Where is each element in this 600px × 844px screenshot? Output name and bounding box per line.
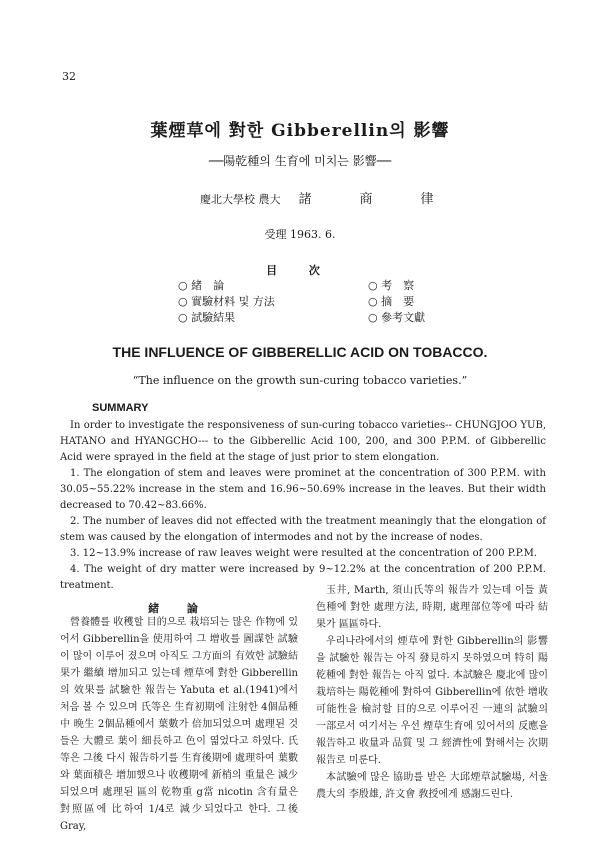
summary-item: 4. The weight of dry matter were increased by 9~12.2% at the concentration of 200 P.P.M. treatment.: [60, 564, 546, 591]
toc-left-column: [178, 278, 275, 326]
received-date: 受理 1963. 6.: [264, 228, 336, 241]
author-name-part: 商: [359, 192, 373, 207]
summary-item: 3. 12~13.9% increase of raw leaves weight were resulted at the concentration of 200 P.P.M.: [70, 548, 537, 559]
toc-heading: 目 次: [266, 264, 334, 277]
body-paragraph: 本試驗에 많은 協助를 받은 大邱煙草試驗場, 서울農大의 李殷雄, 許文會 敎授에게 感謝드린다.: [316, 772, 548, 800]
author-affiliation: 慶北大學校 農大: [200, 193, 281, 206]
toc-item: ○ 試驗結果: [178, 311, 236, 324]
paper-title: 葉煙草에 對한 Gibberellin의 影響: [150, 121, 450, 141]
toc-item: ○ 考 察: [368, 279, 415, 292]
author-name-part: 諸: [298, 192, 312, 207]
left-column-text: [60, 614, 298, 835]
author-line: [200, 188, 460, 207]
summary-item: 1. The elongation of stem and leaves were prominet at the concentration of 300 P.P.M. with 30.05~55.22% increase in the stem and 16.96~50.69% increase in the leaves. But their width decreased to 70.42~83.66%.: [60, 468, 546, 511]
english-title: THE INFLUENCE OF GIBBERELLIC ACID ON TOBACCO.: [112, 344, 488, 360]
toc-item: ○ 摘 要: [368, 295, 415, 308]
page-number: 32: [62, 70, 76, 83]
right-column-text: [316, 582, 548, 803]
author-name-part: 律: [420, 192, 434, 207]
paper-subtitle: ──陽乾種의 生育에 미치는 影響──: [208, 154, 392, 168]
toc-item: ○ 參考文獻: [368, 311, 426, 324]
summary-heading: SUMMARY: [92, 402, 149, 414]
section-heading-introduction: 緒 論: [148, 602, 210, 615]
body-paragraph: 우리나라에서의 煙草에 對한 Gibberellin의 影響을 試驗한 報告는 아직 發見하지 못하였으며 特히 陽乾種에 對한 報告는 아직 없다. 本試驗은 慶北에 많이 栽培하는 陽乾種에 對하여 Gibberellin에 依한 增收可能性을 檢討할 目的으로 이루어진 一連의 試驗의 一部로서 여기서는 우선 煙草生育에 있어서의 反應을 報告하고 收量과 品質 및 그 經濟性에 對해서는 次期報告로 미룬다.: [316, 636, 548, 766]
toc-right-column: [368, 278, 425, 326]
english-subtitle: “The influence on the growth sun-curing tobacco varieties.”: [132, 374, 468, 387]
summary-body: [60, 418, 546, 594]
summary-paragraph: In order to investigate the responsiveness of sun-curing tobacco varieties-- CHUNGJOO YUB, HATANO and HYANGCHO--- to the Gibberellic Acid 100, 200, and 300 P.P.M. of Gibberellic Acid were sprayed in the field at the stage of just prior to stem elongation.: [60, 420, 546, 463]
toc-item: ○ 實驗材料 및 方法: [178, 295, 275, 308]
body-paragraph: 玉井, Marth, 須山氏等의 報告가 있는데 이들 黃色種에 對한 處理方法, 時期, 處理部位等에 따라 結果가 區區하다.: [316, 585, 548, 630]
body-paragraph: 營養體를 收穫할 目的으로 栽培되는 많은 作物에 있어서 Gibberellin을 使用하여 그 增收를 圖謀한 試驗이 많이 이루어 졌으며 아직도 그方面의 有效한 試驗結果가 繼續 增加되고 있는데 煙草에 對한 Gibberellin의 效果를 試驗한 報告는 Yabuta et al.(1941)에서 처음 볼 수 있으며 氏等은 生育初期에 注射한 4個品種中 晩生 2個品種에서 葉數가 倍加되었으며 處理된 것들은 大體로 葉이 細長하고 色이 엷었다고 하였다. 氏等은 그後 다시 報告하기를 生育後期에 處理하여 葉數와 葉面積은 增加했으나 收穫期에 新梢의 重量은 減少되었으며 處理된 區의 乾物重 g當 nicotin 含有量은 對照區에 比하여 1/4로 減少되었다고 한다. 그後 Gray,: [60, 617, 298, 832]
summary-item: 2. The number of leaves did not effected with the treatment meaningly that the elongation of stem was caused by the elongation of intermodes and not by the increase of nodes.: [60, 516, 546, 543]
toc-item: ○ 緒 論: [178, 279, 225, 292]
